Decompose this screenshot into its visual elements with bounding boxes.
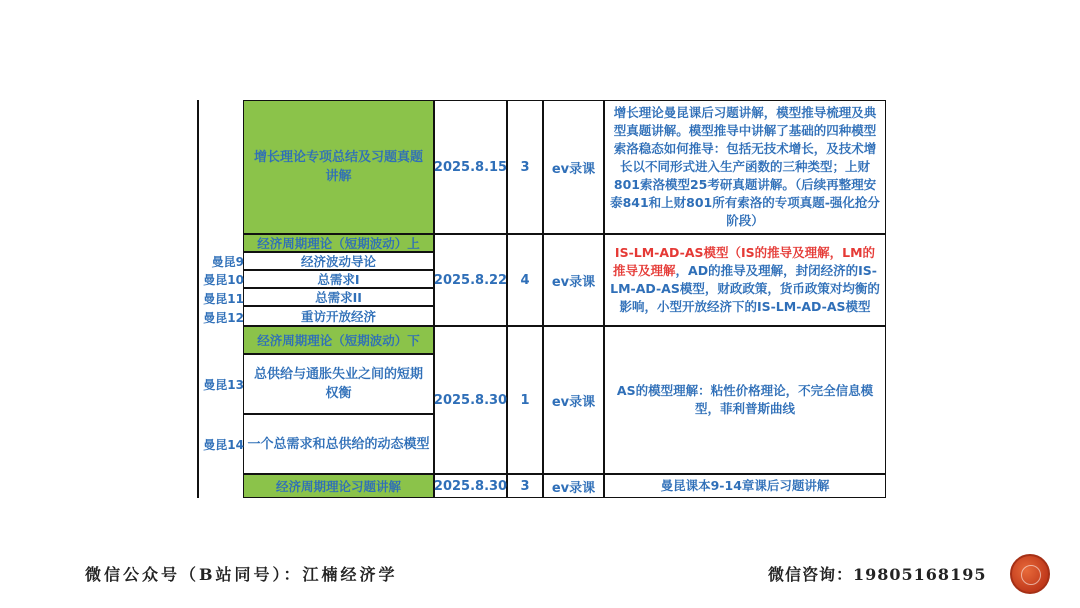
desc-cell [604,326,886,474]
chapter-label: 曼昆10 [203,273,244,287]
count-cell [507,234,543,326]
mode-cell [543,100,604,234]
count-text: 3 [520,478,530,494]
desc-cell [604,100,886,234]
date-text: 2025.8.15 [433,159,508,175]
chapter-label: 曼昆9 [211,255,244,269]
chapter-label: 曼昆11 [203,292,244,306]
subtopic-cell [243,288,434,306]
mode-text: ev录课 [551,161,596,177]
count-text: 4 [520,272,530,288]
topic-cell-cycle-exercises [243,474,434,498]
subtopic-text: 重访开放经济 [300,308,376,324]
section-header-cycle-upper [243,234,434,252]
date-text: 2025.8.22 [433,272,508,288]
footer-wechat-contact: 微信咨询：19805168195 [768,565,987,584]
mode-cell [543,326,604,474]
desc-text: 增长理论曼昆课后习题讲解，模型推导梳理及典型真题讲解。模型推导中讲解了基础的四种模型索洛稳态如何推导：包括无技术增长，及技术增长以不同形式进入生产函数的三种类型；上财801索洛模型25考研真题讲解。（后续再整理安泰841和上财801所有索洛的专项真题-强化抢分阶段） [610,105,880,228]
date-cell [434,234,507,326]
mode-cell [543,234,604,326]
mode-text: ev录课 [551,274,596,290]
subtopic-cell [243,306,434,326]
count-cell [507,474,543,498]
desc-rest: ，AD的推导及理解，封闭经济的IS-LM-AD-AS模型，财政政策，货币政策对均衡的影响，小型开放经济下的IS-LM-AD-AS模型 [610,263,880,314]
topic-cell-growth-theory [243,100,434,234]
mode-text: ev录课 [551,394,596,410]
topic-text: 经济周期理论习题讲解 [275,478,401,494]
date-cell [434,100,507,234]
mode-cell [543,474,604,498]
subtopic-text: 经济波动导论 [300,253,376,269]
subtopic-cell [243,414,434,474]
mode-text: ev录课 [551,480,596,496]
chapter-label: 曼昆13 [203,378,244,392]
subtopic-text: 总供给与通胀失业之间的短期权衡 [253,367,423,401]
desc-text: 曼昆课本9-14章课后习题讲解 [660,478,830,493]
desc-highlight: IS-LM-AD-AS模型（IS的推导及理解，LM的推导及理解 [613,245,876,278]
subtopic-cell [243,270,434,288]
section-text: 经济周期理论（短期波动）下 [257,332,420,348]
desc-cell [604,234,886,326]
date-cell [434,326,507,474]
subtopic-text: 总需求I [317,271,360,287]
subtopic-text: 一个总需求和总供给的动态模型 [247,436,430,452]
footer-wechat-account: 微信公众号（B站同号）：江楠经济学 [85,565,398,584]
circle-logo-icon [1010,554,1050,594]
chapter-label: 曼昆12 [203,311,244,325]
chapter-label: 曼昆14 [203,438,244,452]
count-cell [507,100,543,234]
section-header-cycle-lower [243,326,434,354]
date-cell [434,474,507,498]
subtopic-cell [243,354,434,414]
date-text: 2025.8.30 [433,392,508,408]
count-cell [507,326,543,474]
subtopic-cell [243,252,434,270]
date-text: 2025.8.30 [433,478,508,494]
section-text: 经济周期理论（短期波动）上 [257,235,420,251]
count-text: 1 [520,392,530,408]
desc-cell [604,474,886,498]
desc-text: AS的模型理解：粘性价格理论，不完全信息模型，菲利普斯曲线 [616,383,874,416]
desc-text [609,244,881,316]
count-text: 3 [520,159,530,175]
topic-text: 增长理论专项总结及习题真题讲解 [253,150,423,184]
subtopic-text: 总需求II [315,289,362,305]
